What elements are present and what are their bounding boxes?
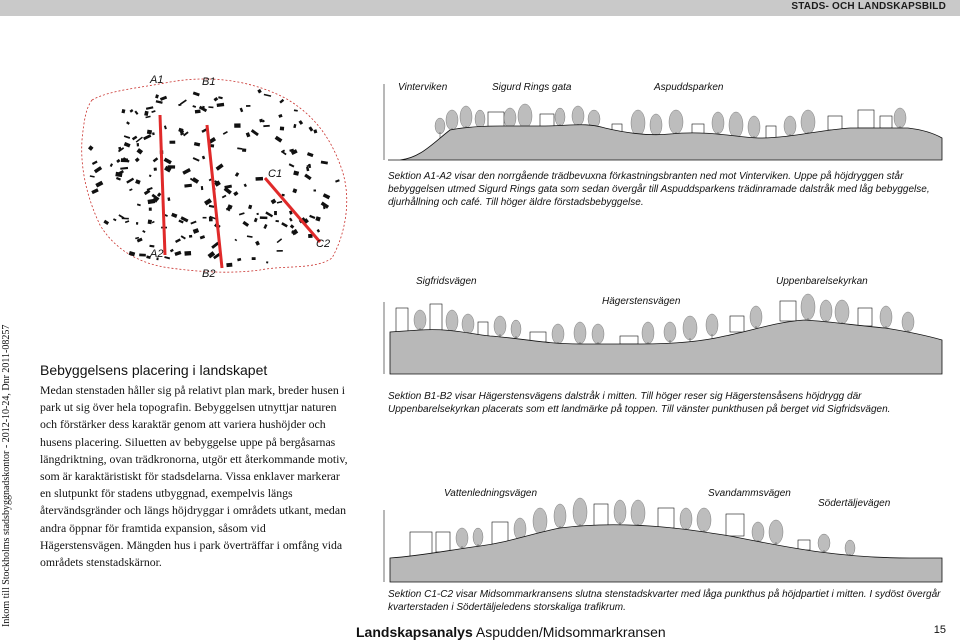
section-c-label-2: Svandammsvägen: [708, 488, 791, 499]
section-b-label-1: Sigfridsvägen: [416, 276, 477, 287]
section-a-drawing: [380, 78, 950, 168]
section-b-label-2: Uppenbarelsekyrkan: [776, 276, 868, 287]
section-b-label-3: Hägerstensvägen: [602, 296, 681, 307]
map-label-c1: C1: [268, 168, 283, 180]
map-label-b2: B2: [202, 268, 216, 280]
section-c-label-3: Södertäljevägen: [818, 498, 891, 509]
section-a-caption: Sektion A1-A2 visar den norrgående trädbevuxna förkastningsbranten ned mot Vinterviken. Uppe på höjdryggen står bebyggelsen utmed Sigurd Rings gata som sedan övergår till Aspuddsparkens trädinramade dalstråk med låg bebyggelse, djurhållning och café. Till höger äldre förstadsbebyggelse.: [388, 171, 930, 208]
site-map: [70, 60, 370, 290]
body-paragraph: Medan stenstaden håller sig på relativt plan mark, breder husen i park ut sig över hela topografin. Bebyggelsen utnyttjar naturen och förstärker dess karaktär genom att variera hushöjder och husens placering. Siluetten av bebyggelse uppe på bergåsarnas längdriktning, ovan trädkronorna, utgör ett återkommande motiv, som är karaktäristiskt för stadsdelarna. Vissa enklaver markerar en slutpunkt för stadens utbyggnad, exempelvis längs återvändsgränder och längs höjdryggar i områdets utkant, medan andra öppnar för framtida expansion, såsom vid Hägerstensvägen. Mängden hus i park överträffar i omfång vida områdets stenstadskärnor.: [40, 383, 348, 570]
map-label-b1: B1: [202, 76, 216, 88]
section-a-label-1: Vinterviken: [398, 82, 448, 93]
section-c: [380, 484, 950, 584]
section-c-drawing: [380, 484, 950, 584]
body-text-block: [40, 362, 350, 571]
map-label-a2: A2: [150, 248, 164, 260]
map-label-c2: C2: [316, 238, 331, 250]
section-a: [380, 78, 950, 168]
section-c-label-1: Vattenledningsvägen: [444, 488, 538, 499]
header-bar: [0, 0, 960, 16]
section-a-label-2: Sigurd Rings gata: [492, 82, 572, 93]
section-b: [380, 276, 950, 376]
footer-title-bold: Landskapsanalys: [356, 624, 473, 640]
map-label-a1: A1: [150, 74, 164, 86]
side-stamp: Inkom till Stockholms stadsbyggnadskontor - 2012-10-24, Dnr 2011-08257: [1, 324, 12, 627]
page-number: 15: [933, 624, 946, 636]
section-b-drawing: [380, 276, 950, 376]
footer-title-rest: Aspudden/Midsommarkransen: [472, 624, 666, 640]
header-title: STADS- OCH LANDSKAPSBILD: [791, 1, 946, 12]
section-a-label-3: Aspuddsparken: [654, 82, 724, 93]
footer-title: [356, 624, 666, 640]
section-b-caption: Sektion B1-B2 visar Hägerstensvägens dalstråk i mitten. Till höger reser sig Hägerstensåsens höjdrygg där Uppenbarelsekyrkan placerats som ett landmärke på toppen. Till vänster punkthusen på berget vid Sigfridsvägen.: [388, 391, 891, 415]
section-c-caption: Sektion C1-C2 visar Midsommarkransens slutna stenstadskvarter med låga punkthus på höjdpartiet i mitten. I sydöst övergår kvarterstaden i Södertäljeledens storskaliga trafikrum.: [388, 589, 941, 613]
body-heading: Bebyggelsens placering i landskapet: [40, 362, 268, 378]
map-drawing: [70, 60, 370, 290]
